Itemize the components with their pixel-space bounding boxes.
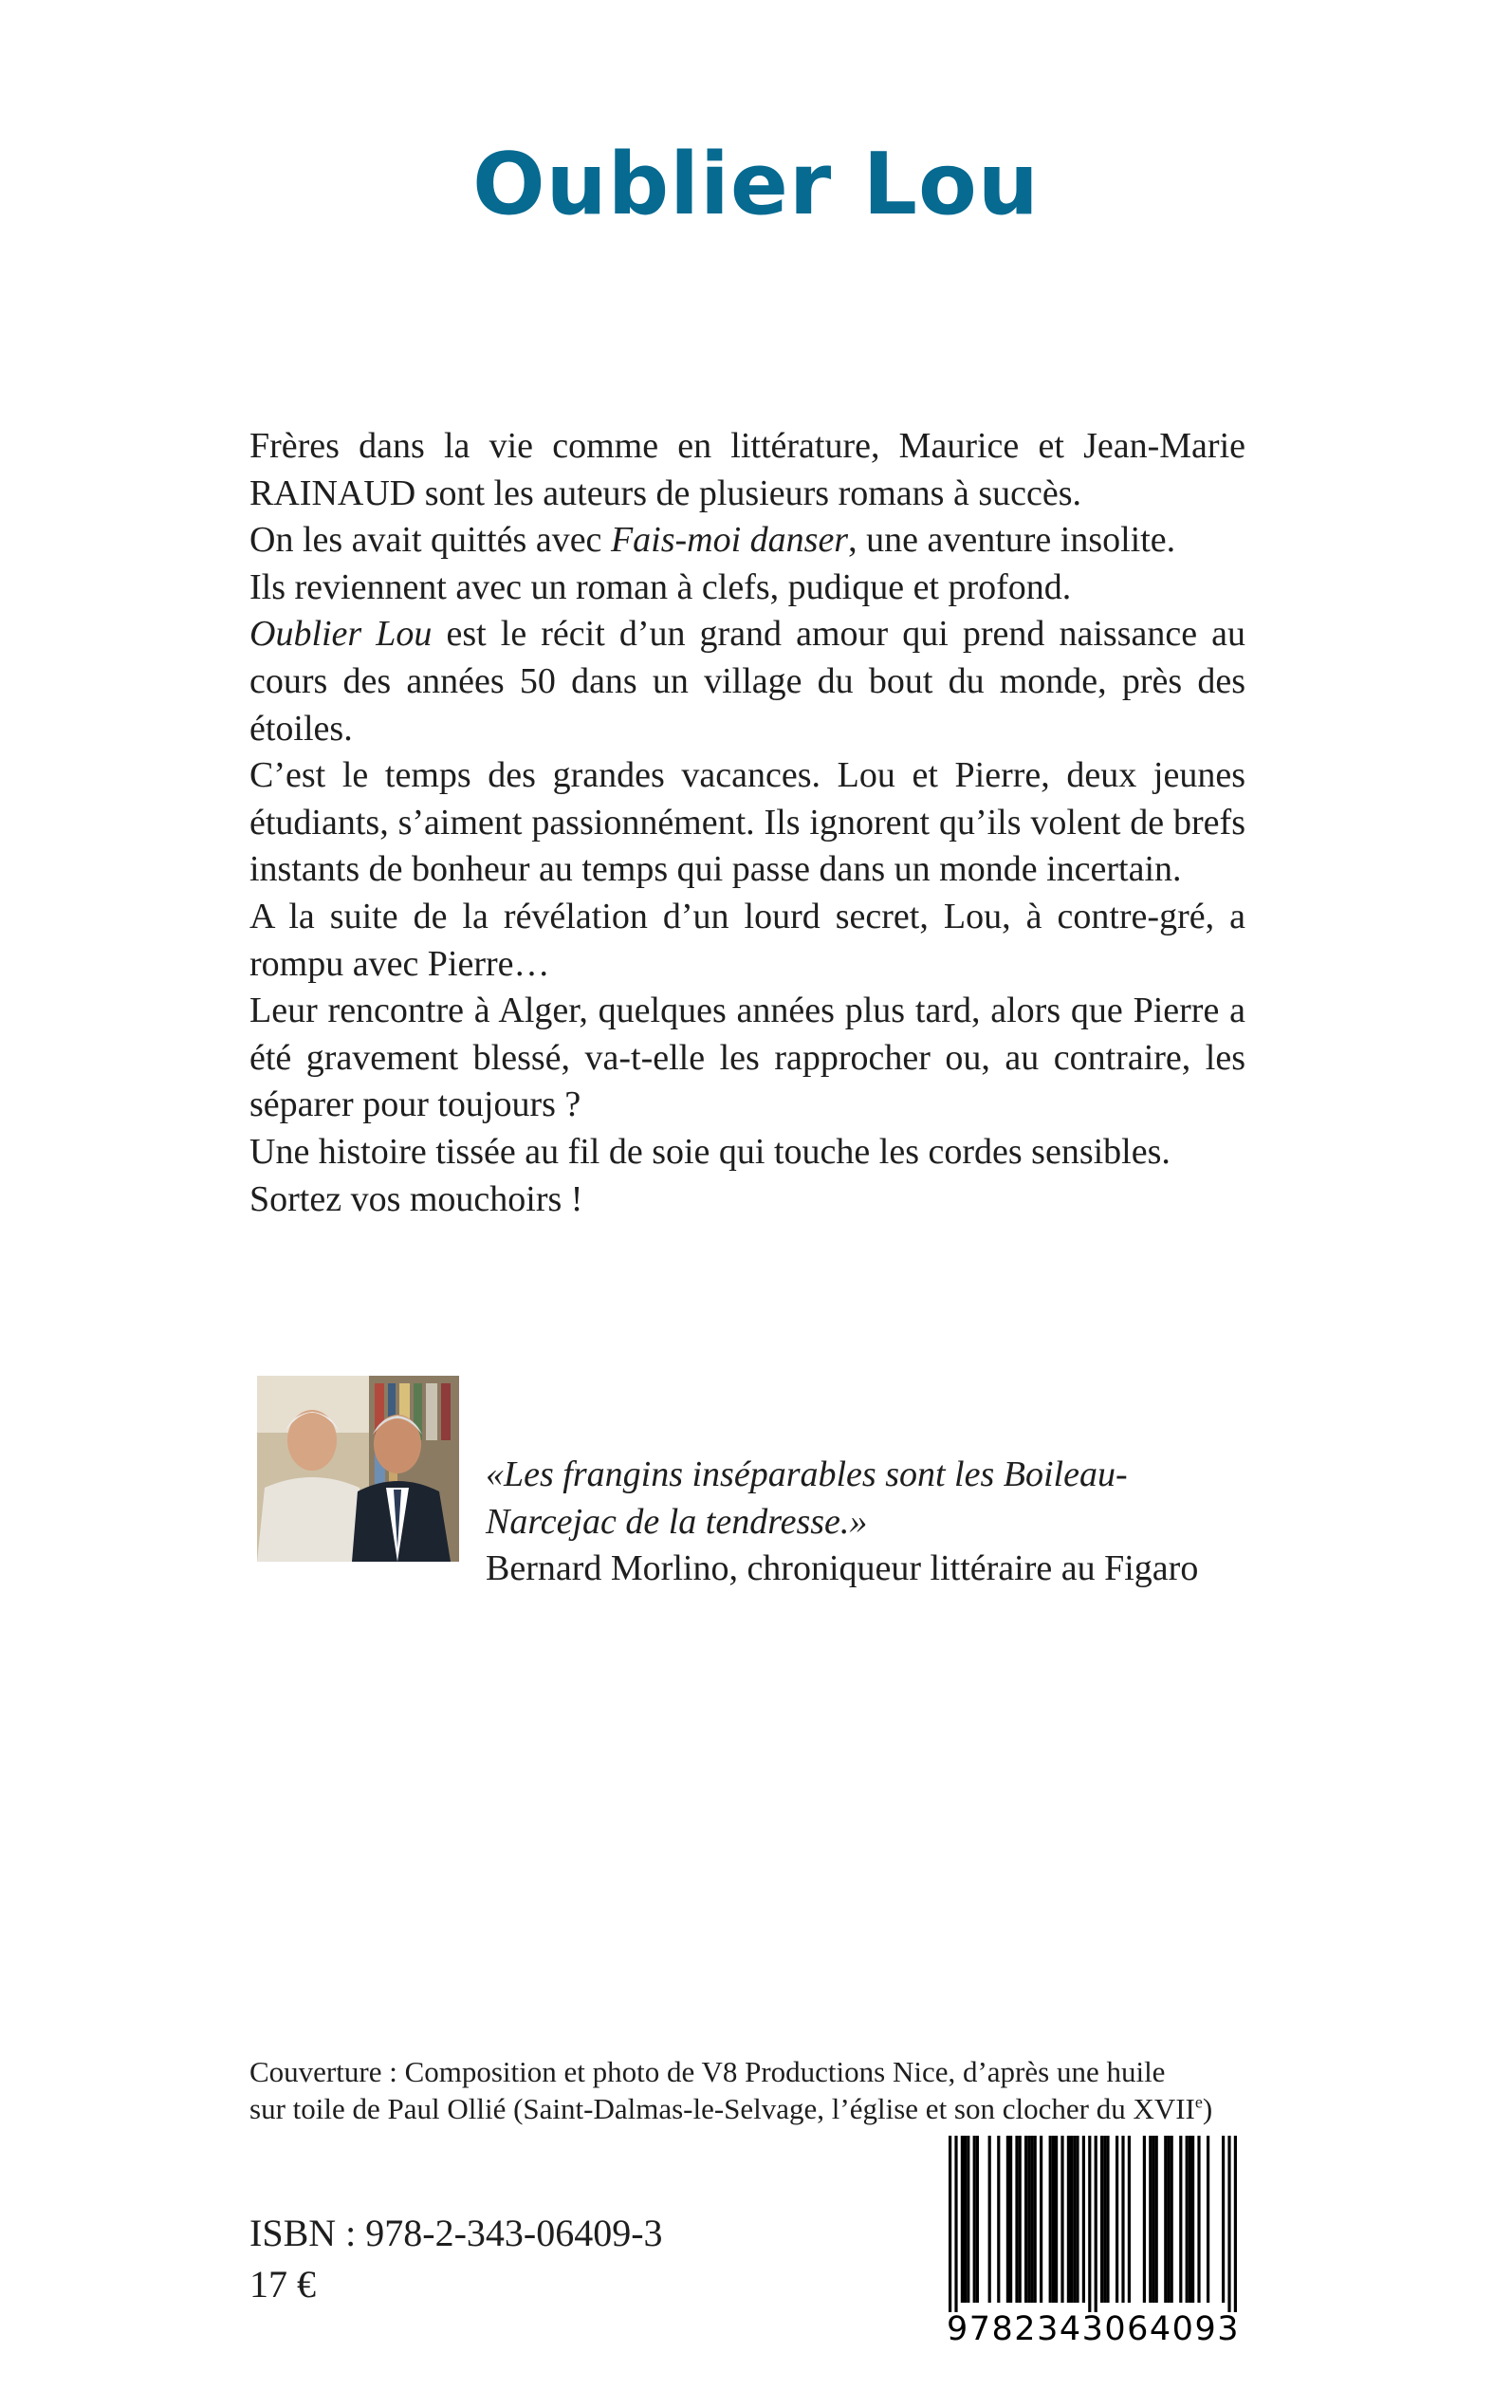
- barcode-bar: [1186, 2136, 1189, 2303]
- book-title-mention: Oublier Lou: [249, 614, 433, 655]
- barcode-bar: [976, 2136, 979, 2303]
- barcode-bar: [1027, 2136, 1030, 2303]
- barcode-bar: [1152, 2136, 1154, 2303]
- barcode-bar: [1234, 2136, 1237, 2312]
- barcode-bar: [1019, 2136, 1022, 2303]
- blurb-text: C’est le temps des grandes vacances. Lou et Pierre, deux jeunes étudiants, s’aiment passionnément. Ils ignorent qu’ils volent de brefs instants de bonheur au temps qui passe dans un monde incertain.: [249, 755, 1245, 890]
- barcode-bar: [961, 2136, 964, 2303]
- blurb-text: Frères dans la vie comme en littérature, Maurice et Jean-Marie RAINAUD sont les auteurs de plusieurs romans à succès.: [249, 426, 1245, 513]
- barcode-bar: [1179, 2136, 1182, 2303]
- blurb-paragraph: [249, 988, 1245, 1129]
- book-title: Oublier Lou: [472, 135, 1040, 234]
- barcode-bar: [1015, 2136, 1018, 2303]
- cover-credits: [249, 2053, 1247, 2127]
- barcode-bar: [1155, 2136, 1158, 2303]
- barcode-bar: [1067, 2136, 1070, 2303]
- barcode-bar: [1164, 2136, 1167, 2303]
- barcode-bar: [1095, 2136, 1097, 2312]
- barcode-bar: [1128, 2136, 1131, 2303]
- barcode-bar: [1024, 2136, 1027, 2303]
- press-quote-section: [249, 1376, 1245, 1593]
- barcode-bar: [1222, 2136, 1225, 2303]
- blurb-text: , une aventure insolite.: [848, 520, 1176, 561]
- barcode-bar: [1103, 2136, 1106, 2303]
- blurb-text: Une histoire tissée au fil de soie qui touche les cordes sensibles.: [249, 1131, 1171, 1172]
- credits-line-1: Couverture : Composition et photo de V8 Productions Nice, d’après une huile: [249, 2055, 1166, 2088]
- barcode-bar: [1167, 2136, 1170, 2303]
- barcode-bar: [1106, 2136, 1109, 2303]
- blurb-text: Ils reviennent avec un roman à clefs, pudique et profond.: [249, 566, 1072, 607]
- barcode-bar: [954, 2136, 957, 2312]
- barcode-bar: [1143, 2136, 1146, 2303]
- barcode-bar: [1189, 2136, 1191, 2303]
- barcode-bar: [949, 2136, 951, 2312]
- barcode-bar: [1076, 2136, 1079, 2303]
- barcode-bar: [1227, 2136, 1230, 2312]
- book-title-mention: Fais-moi danser: [610, 520, 849, 561]
- barcode-bar: [1121, 2136, 1124, 2303]
- barcode-bar: [1149, 2136, 1152, 2303]
- barcode-bar: [1055, 2136, 1058, 2303]
- barcode-bar: [1197, 2136, 1200, 2303]
- isbn: ISBN : 978-2-343-06409-3: [249, 2212, 663, 2254]
- barcode-bar: [967, 2136, 969, 2303]
- blurb-paragraph: [249, 565, 1245, 612]
- barcode-bar: [1060, 2136, 1063, 2303]
- blurb-paragraph: [249, 894, 1245, 988]
- press-quote: «Les frangins inséparables sont les Boileau-Narcejac de la tendresse.»: [486, 1454, 1128, 1542]
- blurb-paragraph: [249, 611, 1245, 752]
- back-cover-blurb: [249, 423, 1245, 1223]
- quote-attribution: Bernard Morlino, chroniqueur littéraire au Figaro: [486, 1548, 1199, 1589]
- barcode-bar: [1049, 2136, 1052, 2303]
- barcode-bar: [1009, 2136, 1012, 2303]
- barcode-bar: [1116, 2136, 1118, 2303]
- barcode-bar: [1207, 2136, 1209, 2303]
- blurb-paragraph: [249, 1176, 1245, 1224]
- barcode-bar: [1088, 2136, 1091, 2312]
- isbn-barcode: [939, 2136, 1247, 2363]
- barcode-bar: [1034, 2136, 1037, 2303]
- blurb-paragraph: [249, 423, 1245, 517]
- barcode-bar: [1100, 2136, 1103, 2303]
- blurb-text: est le récit d’un grand amour qui prend naissance au cours des années 50 dans un village du bout du monde, près des étoiles.: [249, 614, 1245, 749]
- blurb-text: Leur rencontre à Alger, quelques années plus tard, alors que Pierre a été gravement blessé, va-t-elle les rapprocher ou, au contraire, les séparer pour toujours ?: [249, 991, 1245, 1125]
- barcode-bar: [973, 2136, 976, 2303]
- barcode-bar: [1052, 2136, 1055, 2303]
- barcode-bar: [964, 2136, 967, 2303]
- barcode-bar: [997, 2136, 1000, 2303]
- barcode-bar: [1030, 2136, 1033, 2303]
- blurb-text: On les avait quittés avec: [249, 520, 611, 561]
- barcode-bar: [1070, 2136, 1073, 2303]
- barcode-bars: [939, 2136, 1247, 2316]
- blurb-paragraph: [249, 1129, 1245, 1176]
- barcode-bar: [1171, 2136, 1173, 2303]
- blurb-text: A la suite de la révélation d’un lourd secret, Lou, à contre-gré, a rompu avec Pierre…: [249, 896, 1245, 984]
- price: 17 €: [249, 2263, 316, 2306]
- barcode-digits: 9782343064093: [947, 2310, 1240, 2348]
- authors-photo: [257, 1376, 459, 1562]
- barcode-bar: [1006, 2136, 1009, 2303]
- barcode-bar: [1040, 2136, 1042, 2303]
- barcode-bar: [1082, 2136, 1085, 2303]
- barcode-bar: [1191, 2136, 1194, 2303]
- blurb-text: Sortez vos mouchoirs !: [249, 1178, 583, 1219]
- credits-line-2: sur toile de Paul Ollié (Saint-Dalmas-le-Selvage, l’église et son clocher du XVIIe): [249, 2092, 1213, 2125]
- barcode-bar: [1073, 2136, 1076, 2303]
- barcode-bar: [988, 2136, 991, 2303]
- blurb-paragraph: [249, 517, 1245, 565]
- blurb-paragraph: [249, 752, 1245, 894]
